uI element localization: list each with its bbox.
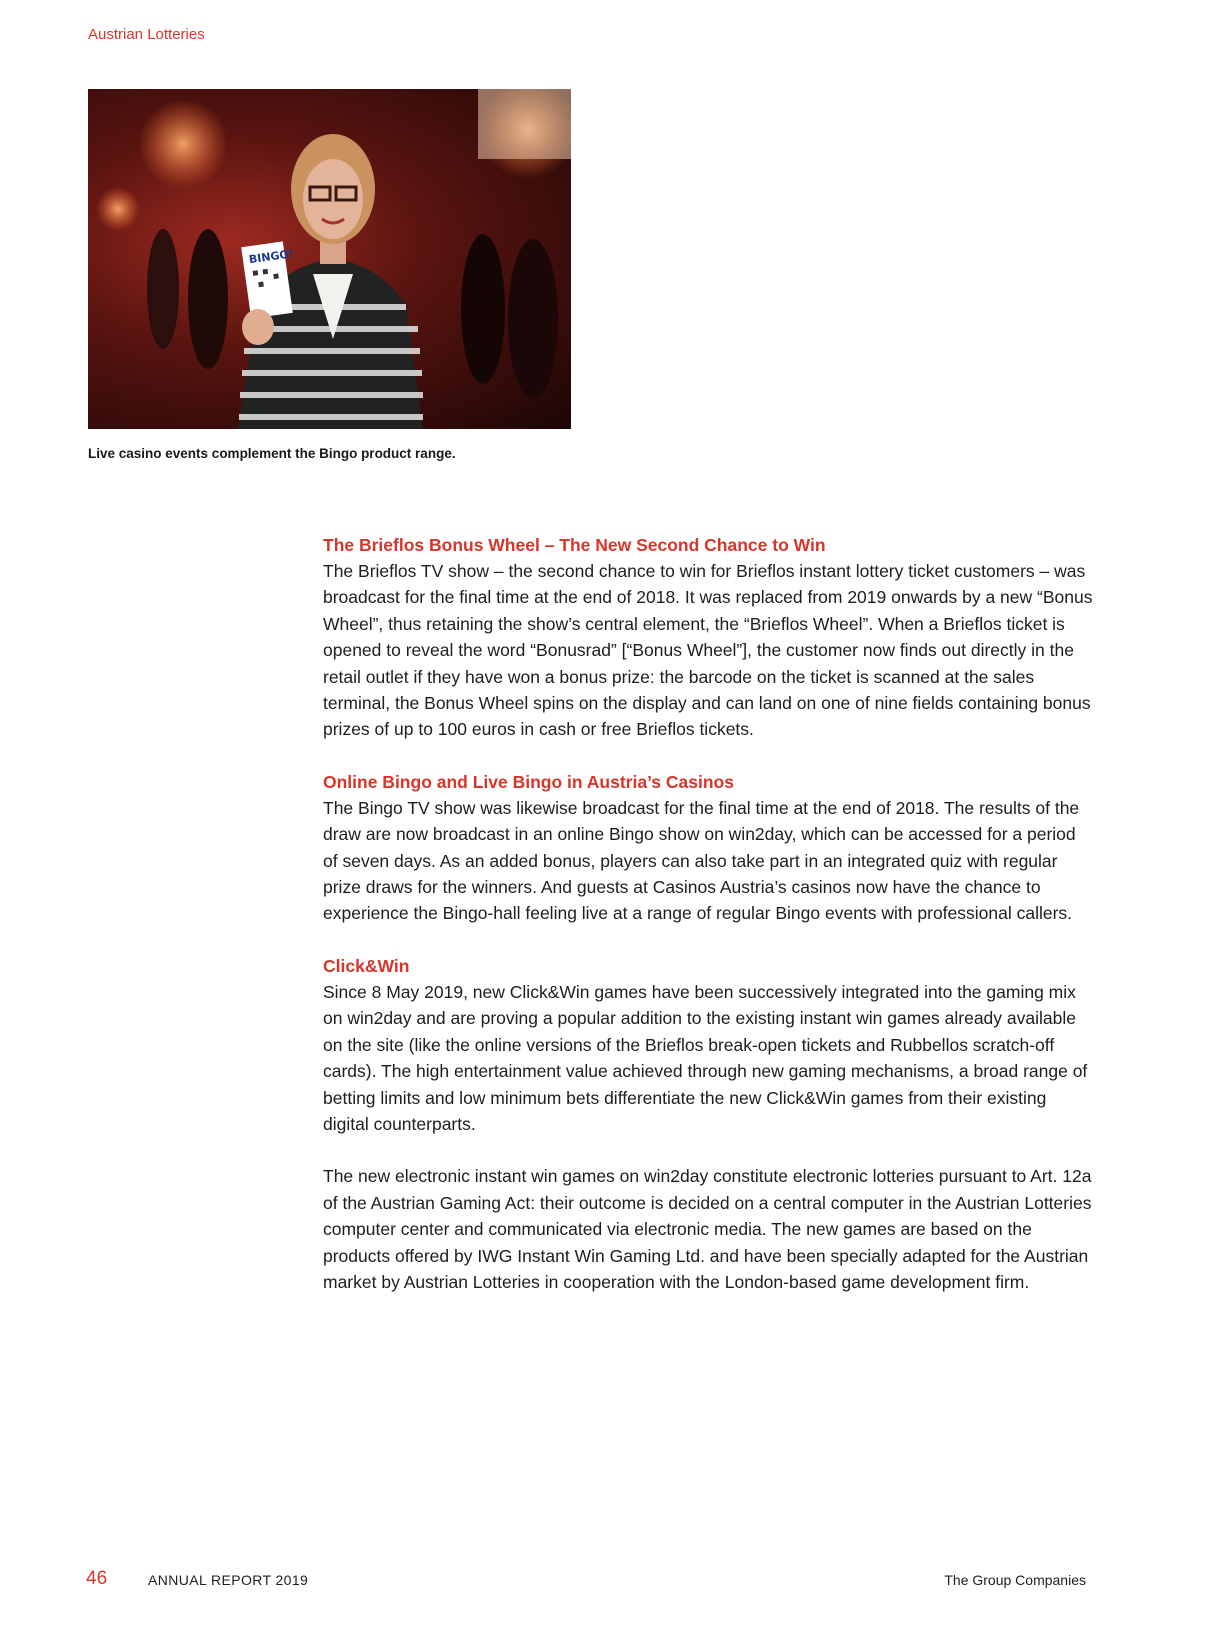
page-number: 46 [86, 1568, 108, 1589]
section-text-online-bingo: The Bingo TV show was likewise broadcast for the final time at the end of 2018. The results of the draw are now broadcast in an online Bingo show on win2day, which can be accessed for a period of seven days. As an added bonus, players can also take part in an integrated quiz with regular prize draws for the winners. And guests at Casinos Austria’s casinos now have the chance to experience the Bingo-hall feeling live at a range of regular Bingo events with professional callers. [323, 797, 1080, 924]
section-text-bonus-wheel: The Brieflos TV show – the second chance to win for Brieflos instant lottery ticket customers – was broadcast for the final time at the end of 2018. It was replaced from 2019 onwards by a new “Bonus Wheel”, thus retaining the show’s central element, the “Brieflos Wheel”. When a Brieflos ticket is opened to reveal the word “Bonusrad” [“Bonus Wheel”], the customer now finds out directly in the retail outlet if they have won a bonus prize: the barcode on the ticket is scanned at the sales terminal, the Bonus Wheel spins on the display and can land on one of nine fields containing bonus prizes of up to 100 euros in cash or free Brieflos tickets. [323, 561, 1093, 740]
section-heading-online-bingo: Online Bingo and Live Bingo in Austria’s Casinos [323, 771, 734, 792]
report-title: ANNUAL REPORT 2019 [148, 1572, 309, 1588]
photo-caption: Live casino events complement the Bingo product range. [88, 446, 456, 461]
section-heading-bonus-wheel: The Brieflos Bonus Wheel – The New Second Chance to Win [323, 535, 826, 555]
section-heading-click-win: Click&Win [323, 955, 410, 976]
bingo-ticket-label: BINGO! [248, 247, 295, 267]
section-text-click-win: Since 8 May 2019, new Click&Win games have been successively integrated into the gaming mix on win2day and are proving a popular addition to the existing instant win games already available on the site (like the online versions of the Brieflos break-open tickets and Rubbellos scratch-off cards). The high entertainment value achieved through new gaming mechanisms, a broad range of betting limits and low minimum bets differentiate the new Click&Win games from their existing digital counterparts. [323, 981, 1088, 1134]
section-label: Austrian Lotteries [88, 26, 205, 43]
article-body [323, 532, 1093, 1295]
casino-photo [88, 89, 571, 429]
chapter-title: The Group Companies [944, 1572, 1086, 1588]
closing-paragraph: The new electronic instant win games on win2day constitute electronic lotteries pursuant to Art. 12a of the Austrian Gaming Act: their outcome is decided on a central computer in the Austrian Lotteries computer center and communicated via electronic media. The new games are based on the products offered by IWG Instant Win Gaming Ltd. and have been specially adapted for the Austrian market by Austrian Lotteries in cooperation with the London-based game development firm. [323, 1166, 1092, 1292]
casino-photo-illustration [88, 89, 571, 429]
